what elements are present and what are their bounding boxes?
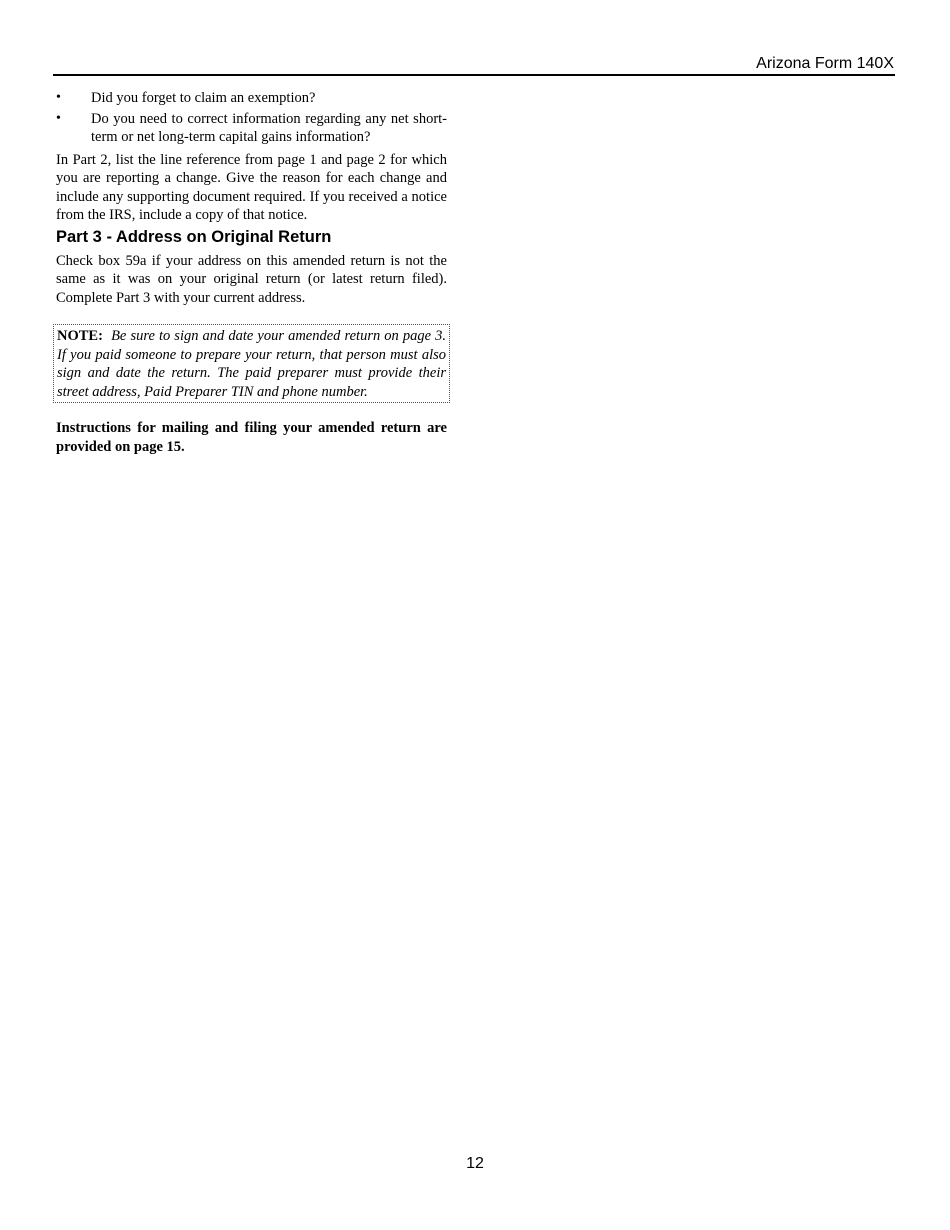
list-item-text: Do you need to correct information regarding any net short-term or net long-term capital gains information? (91, 110, 447, 145)
content-column (56, 89, 447, 456)
list-item (56, 110, 447, 147)
part3-heading: Part 3 - Address on Original Return (56, 227, 332, 246)
bullet-icon: • (56, 90, 61, 105)
bullet-icon: • (56, 110, 61, 126)
part2-paragraph: In Part 2, list the line reference from page 1 and page 2 for which you are reporting a change. Give the reason for each change and include any supporting document required. If you received a notice from the IRS, include a copy of that notice. (56, 151, 447, 223)
note-paragraph (57, 327, 446, 401)
note-label: NOTE: (57, 328, 103, 344)
page-number: 12 (466, 1155, 484, 1172)
list-item-text: Did you forget to claim an exemption? (91, 90, 316, 106)
part3-paragraph: Check box 59a if your address on this amended return is not the same as it was on your original return (or latest return filed). Complete Part 3 with your current address. (56, 252, 447, 306)
note-box (53, 324, 450, 403)
header-divider (53, 74, 895, 76)
note-text: Be sure to sign and date your amended return on page 3. If you paid someone to prepare your return, that person must also sign and date the return. The paid preparer must provide their street address, Paid Preparer TIN and phone number. (57, 328, 446, 400)
question-list (56, 89, 447, 147)
form-title: Arizona Form 140X (756, 55, 894, 72)
list-item (56, 89, 447, 108)
mailing-instructions: Instructions for mailing and filing your amended return are provided on page 15. (56, 420, 447, 455)
